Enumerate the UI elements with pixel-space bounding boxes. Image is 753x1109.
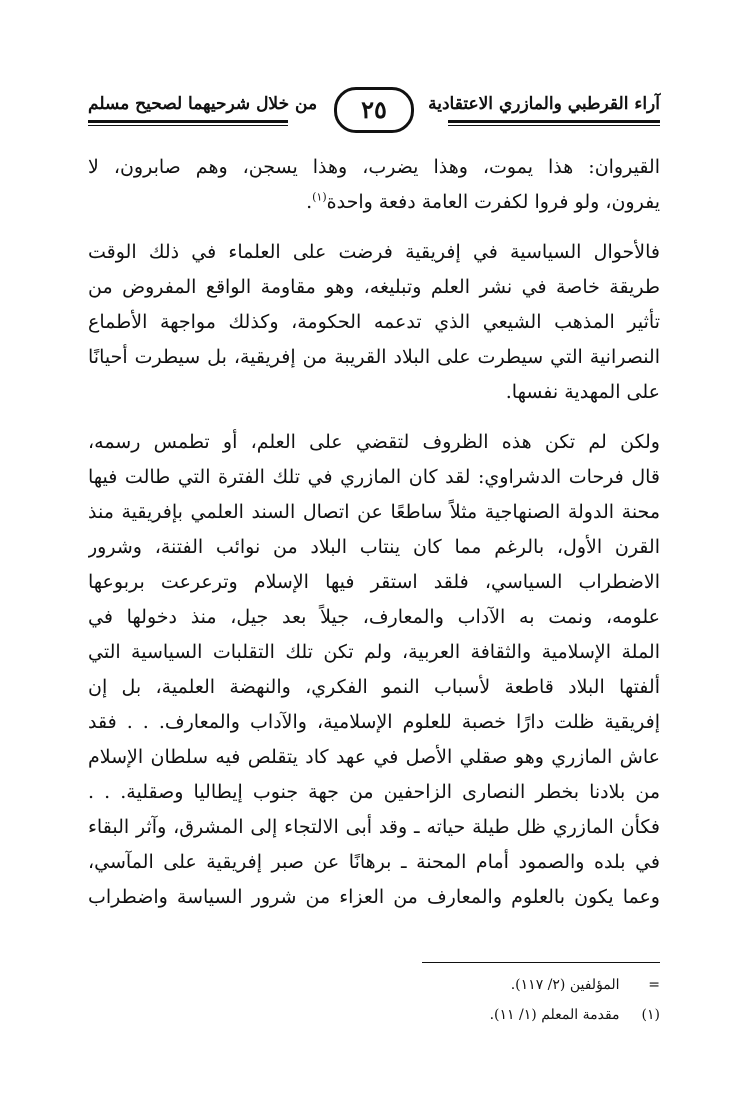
running-header: [88, 80, 660, 142]
text-line-trailing: .: [306, 191, 313, 213]
text-line: [88, 185, 660, 220]
text-line: طريقة خاصة في نشر العلم وتبليغه، وهو مقاومة الواقع المفروض من: [88, 276, 660, 298]
text-line: تأثير المذهب الشيعي الذي تدعمه الحكومة، وكذلك مواجهة الأطماع: [88, 311, 660, 333]
text-line: ولكن لم تكن هذه الظروف لتقضي على العلم، أو تطمس رسمه،: [88, 431, 660, 453]
footnotes: [88, 970, 660, 1030]
text-line: وعما يكون بالعلوم والمعارف من العزاء من شرور السياسة واضطراب: [88, 886, 660, 908]
text-line: القيروان: هذا يموت، وهذا يضرب، وهذا يسجن، وهم صابرون، لا: [88, 156, 660, 178]
text-line: من بلادنا بخطر النصارى الزاحفين من جهة جنوب إيطاليا وصقلية. . .: [88, 781, 660, 803]
footnote-text: المؤلفين (٢/ ١١٧).: [510, 977, 620, 993]
paragraph: [88, 150, 660, 220]
body-text: [88, 150, 660, 915]
footnote-marker: =: [648, 977, 660, 993]
footnote: [88, 1000, 660, 1030]
text-line: القرن الأول، بالرغم مما كان ينتاب البلاد من نوائب الفتنة، وشرور: [88, 536, 660, 558]
text-line: محنة الدولة الصنهاجية مثلاً ساطعًا عن اتصال السند العلمي بإفريقية منذ: [88, 501, 660, 523]
text-line: فالأحوال السياسية في إفريقية فرضت على العلماء في ذلك الوقت: [88, 241, 660, 263]
text-line: الملة الإسلامية والثقافة العربية، ولم تكن تلك التقلبات السياسية التي: [88, 641, 660, 663]
book-title: آراء القرطبي والمازري الاعتقادية: [428, 94, 660, 114]
header-rule: [88, 125, 288, 126]
header-rule: [448, 125, 660, 126]
text-line: علومه، ونمت به الآداب والمعارف، جيلاً بعد جيل، منذ دخولها في: [88, 606, 660, 628]
text-line: الاضطراب السياسي، فلقد استقر فيها الإسلام وترعرعت بربوعها: [88, 571, 660, 593]
footnote-marker: (١): [641, 1007, 660, 1023]
header-rule: [88, 120, 288, 123]
text-line: عاش المازري وهو صقلي الأصل في عهد كاد يتقلص فيه سلطان الإسلام: [88, 746, 660, 768]
footnote-text: مقدمة المعلم (١/ ١١).: [489, 1007, 620, 1023]
text-line: قال فرحات الدشراوي: لقد كان المازري في تلك الفترة التي طالت فيها: [88, 466, 660, 488]
footnote-reference: (١): [312, 190, 327, 204]
text-line: النصرانية التي سيطرت على البلاد القريبة من إفريقية، بل سيطرت أحيانًا: [88, 346, 660, 368]
text-line: فكأن المازري ظل طيلة حياته ـ وقد أبى الالتجاء إلى المشرق، وآثر البقاء: [88, 816, 660, 838]
header-rule: [448, 120, 660, 123]
footnote-separator: [422, 962, 660, 963]
footnote: [88, 970, 660, 1000]
text-line-content: يفرون، ولو فروا لكفرت العامة دفعة واحدة: [326, 191, 660, 213]
text-line: في بلده والصمود أمام المحنة ـ برهانًا عن صبر إفريقية على المآسي،: [88, 851, 660, 873]
text-line: على المهدية نفسها.: [505, 381, 660, 403]
text-line: ألفتها البلاد قاطعة لأسباب النمو الفكري، والنهضة العلمية، بل إن: [88, 676, 660, 698]
paragraph: [88, 425, 660, 915]
text-line: إفريقية ظلت دارًا خصبة للعلوم الإسلامية، والآداب والمعارف. . . فقد: [88, 711, 660, 733]
page-number: ٢٥: [334, 87, 414, 133]
paragraph: [88, 235, 660, 410]
book-subtitle: من خلال شرحيهما لصحيح مسلم: [88, 94, 318, 114]
